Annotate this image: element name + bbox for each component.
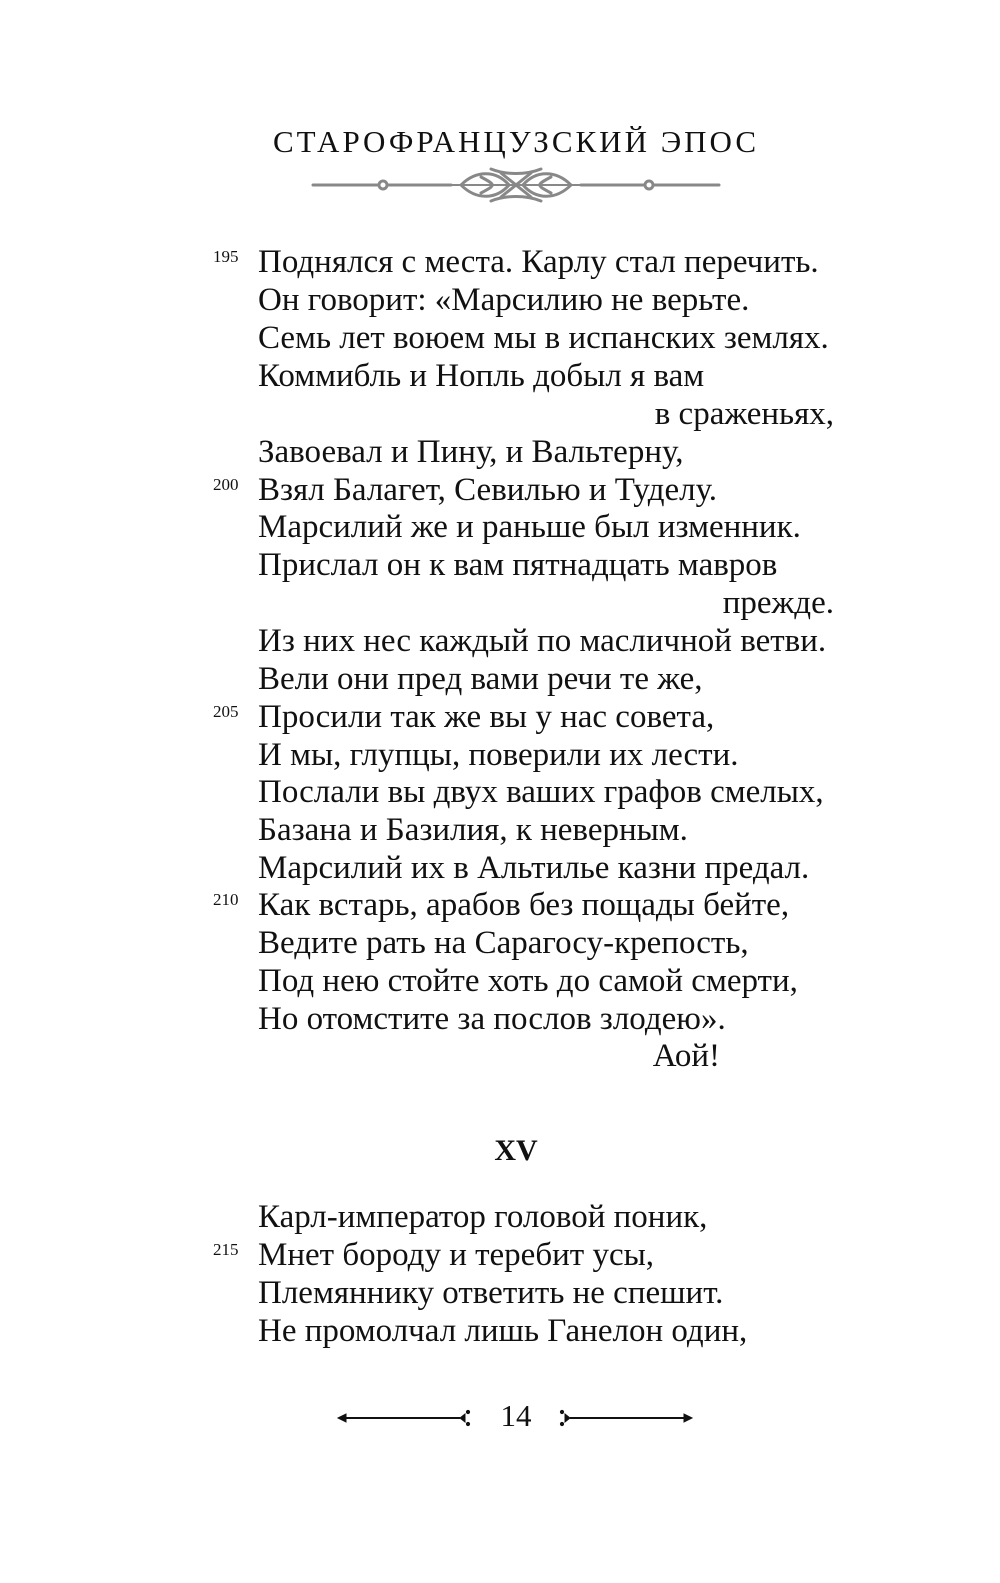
line-number: 195 [213,247,239,266]
verse-line: Карл-император головой поник, [258,1199,708,1235]
verse-line: Вели они пред вами речи те же, [258,661,703,697]
verse-line: Завоевал и Пину, и Вальтерну, [258,434,684,470]
verse-line: Племяннику ответить не спешит. [258,1275,724,1311]
line-number: 200 [213,475,239,494]
verse-line: Как встарь, арабов без пощады бейте, [258,887,790,923]
verse-line: Ведите рать на Сарагосу-крепость, [258,925,749,961]
verse-line: Но отомстите за послов злодею». [258,1001,726,1037]
verse-line: И мы, глупцы, поверили их лести. [258,737,739,773]
verse-line: Базана и Базилия, к неверным. [258,812,688,848]
verse-line: Просили так же вы у нас совета, [258,699,715,735]
line-number: 205 [213,702,239,721]
verse-line: Коммибль и Нопль добыл я вам [258,358,705,394]
running-title: СТАРОФРАНЦУЗСКИЙ ЭПОС [272,124,759,159]
verse-line: Марсилий же и раньше был изменник. [258,509,801,545]
verse-line: Он говорит: «Марсилию не верьте. [258,282,750,318]
verse-line: Семь лет воюем мы в испанских землях. [258,320,829,356]
verse-line: Марсилий их в Альтилье казни предал. [258,850,810,886]
verse-line: Мнет бороду и теребит усы, [258,1237,655,1273]
refrain: Аой! [652,1038,720,1074]
verse-line: Под нею стойте хоть до самой смерти, [258,963,798,999]
verse-line-continuation: прежде. [722,585,834,621]
verse-line: Не промолчал лишь Ганелон один, [258,1313,748,1349]
line-number: 215 [213,1240,239,1259]
verse-line: Прислал он к вам пятнадцать мавров [258,547,778,583]
line-number: 210 [213,890,239,909]
verse-line: Из них нес каждый по масличной ветви. [258,623,827,659]
verse-line: Поднялся с места. Карлу стал перечить. [258,244,819,280]
verse-line-continuation: в сраженьях, [654,396,834,432]
page-number: 14 [500,1398,532,1433]
verse-line: Взял Балагет, Севилью и Туделу. [258,472,718,508]
verse-line: Послали вы двух ваших графов смелых, [258,774,824,810]
stanza-heading: XV [494,1134,538,1167]
header-ornament [311,165,721,205]
